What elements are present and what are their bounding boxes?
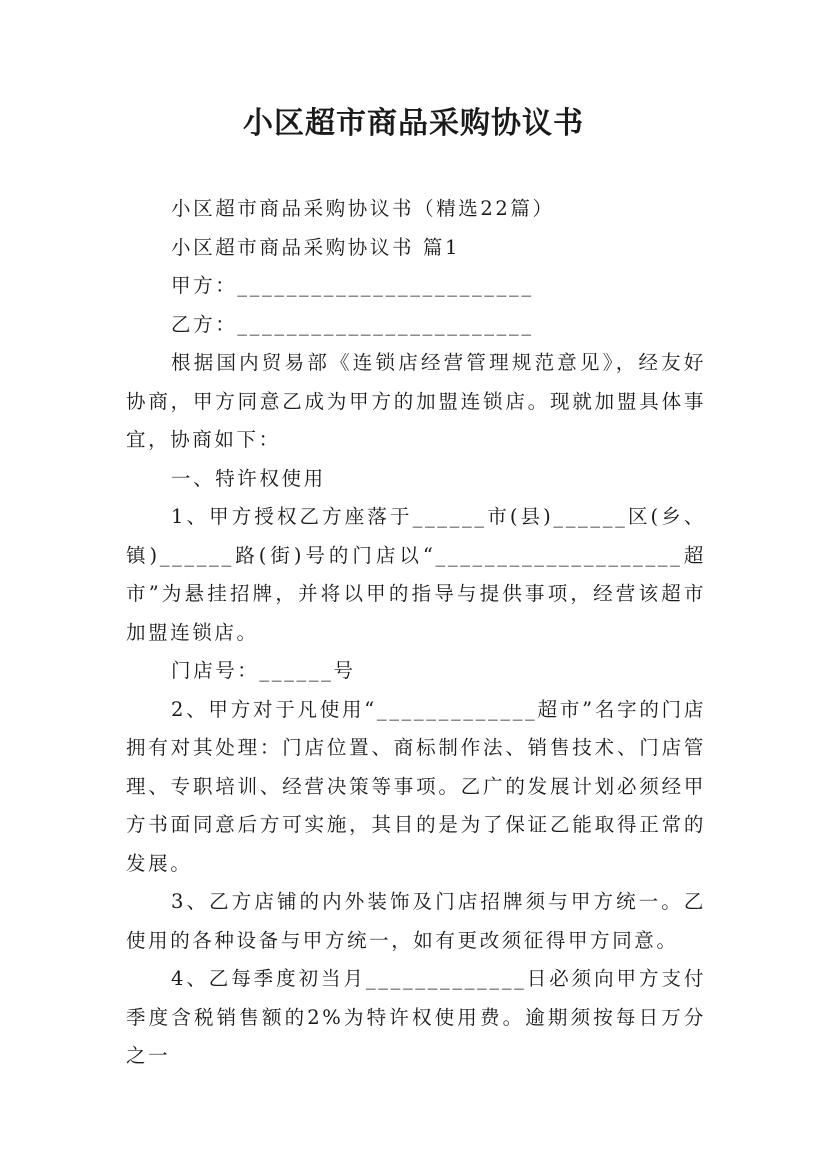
paragraph: 2、甲方对于凡使用“_____________超市”名字的门店拥有对其处理：门店位置、商标制作法、销售技术、门店管理、专职培训、经营决策等事项。乙广的发展计划必须经甲方书面同意后方可实施，其目的是为了保证乙能取得正常的发展。 [126,697,706,875]
doc-subtitle: 小区超市商品采购协议书（精选22篇） [171,197,555,220]
paragraph: 3、乙方店铺的内外装饰及门店招牌须与甲方统一。乙使用的各种设备与甲方统一，如有更改须征得甲方同意。 [126,890,706,952]
paragraph: 1、甲方授权乙方座落于______市(县)______区(乡、镇)______路(街)号的门店以“____________________超市”为悬挂招牌，并将以甲的指导与提供事项，经营该超市加盟连锁店。 [126,505,706,644]
clause-heading: 一、特许权使用 [171,466,326,490]
party-a-line: 甲方：________________________ [171,274,534,297]
paragraph: 4、乙每季度初当月_____________日必须向甲方支付季度含税销售额的2%为特许权使用费。逾期须按每日万分之一 [126,967,706,1067]
document-title: 小区超市商品采购协议书 [243,106,584,141]
store-number-line: 门店号：______号 [171,659,356,682]
party-b-line: 乙方：________________________ [171,312,534,336]
paragraph: 根据国内贸易部《连锁店经营管理规范意见》，经友好协商，甲方同意乙成为甲方的加盟连锁店。现就加盟具体事宜，协商如下： [126,351,706,451]
section-heading: 小区超市商品采购协议书 篇1 [171,235,461,259]
document-body [126,190,706,1076]
